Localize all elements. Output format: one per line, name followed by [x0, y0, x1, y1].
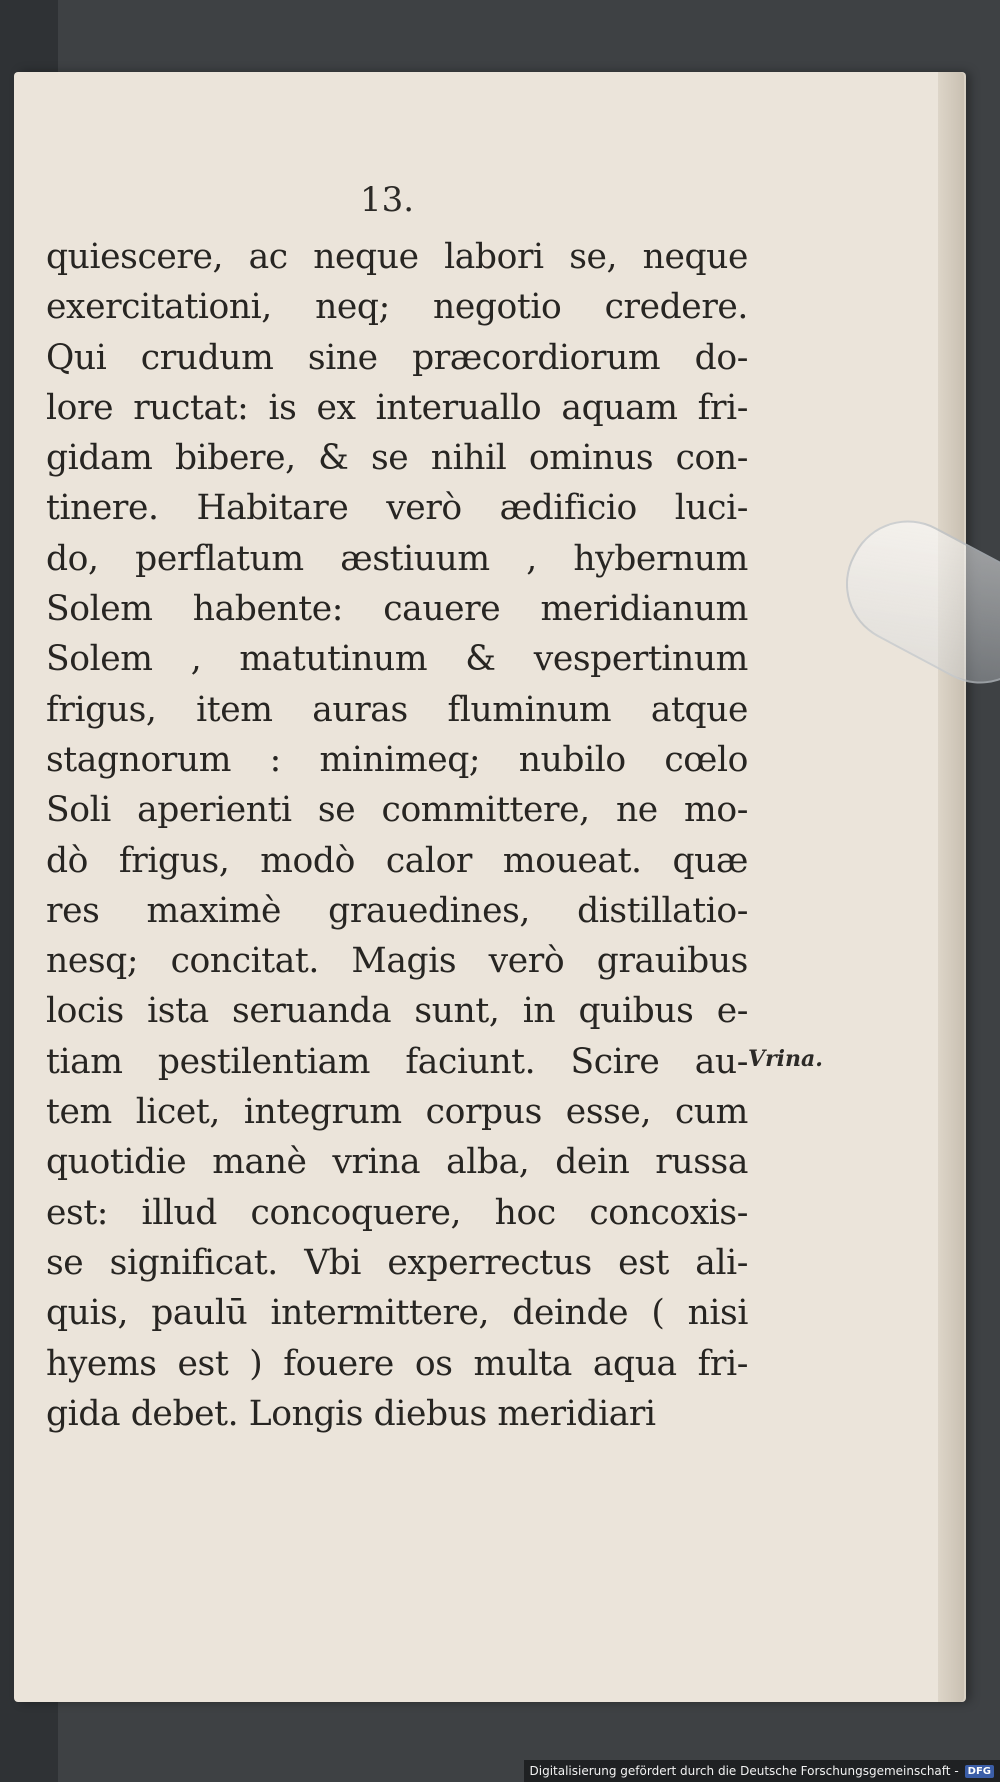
- text-line: quiescere, ac neque labori se, neque: [46, 237, 748, 277]
- page-number: 13.: [360, 180, 415, 220]
- text-line: nesq; concitat. Magis verò grauibus: [46, 941, 748, 982]
- margin-note: Vrina.: [748, 1046, 823, 1072]
- text-line: quis, paulū intermittere, deinde ( nisi: [46, 1293, 748, 1334]
- text-line: se significat. Vbi experrectus est ali-: [46, 1242, 748, 1283]
- text-line: est: illud concoquere, hoc concoxis-: [46, 1192, 748, 1233]
- text-line: tiam pestilentiam faciunt. Scire au-: [46, 1041, 748, 1082]
- text-line: tinere. Habitare verò ædificio luci-: [46, 488, 748, 529]
- text-line: locis ista seruanda sunt, in quibus e-: [46, 991, 748, 1032]
- text-line: hyems est ) fouere os multa aqua fri-: [46, 1343, 748, 1384]
- text-line: Qui crudum sine præcordiorum do-: [46, 337, 748, 378]
- text-line: gidam bibere, & se nihil ominus con-: [46, 438, 748, 479]
- text-line: gida debet. Longis diebus meridiari: [46, 1393, 656, 1434]
- text-line: stagnorum : minimeq; nubilo cœlo: [46, 739, 748, 780]
- body-text: [46, 232, 748, 1439]
- text-line: dò frigus, modò calor moueat. quæ: [46, 840, 748, 881]
- text-line: quotidie manè vrina alba, dein russa: [46, 1142, 748, 1183]
- text-line: tem licet, integrum corpus esse, cum: [46, 1092, 748, 1133]
- text-line: do, perflatum æstiuum , hybernum: [46, 538, 748, 579]
- page-edge: [938, 72, 964, 1702]
- text-line: res maximè grauedines, distillatio-: [46, 890, 748, 931]
- digitization-footer: [524, 1760, 1000, 1782]
- footer-credit: Digitalisierung gefördert durch die Deutsche Forschungsgemeinschaft -: [529, 1764, 959, 1778]
- text-line: frigus, item auras fluminum atque: [46, 689, 748, 730]
- text-line: Soli aperienti se committere, ne mo-: [46, 790, 748, 831]
- text-line: Solem , matutinum & vespertinum: [46, 639, 748, 680]
- dfg-logo: DFG: [965, 1765, 994, 1778]
- text-line: exercitationi, neq; negotio credere.: [46, 287, 748, 328]
- text-line: Solem habente: cauere meridianum: [46, 589, 748, 630]
- text-line: lore ructat: is ex interuallo aquam fri-: [46, 387, 748, 428]
